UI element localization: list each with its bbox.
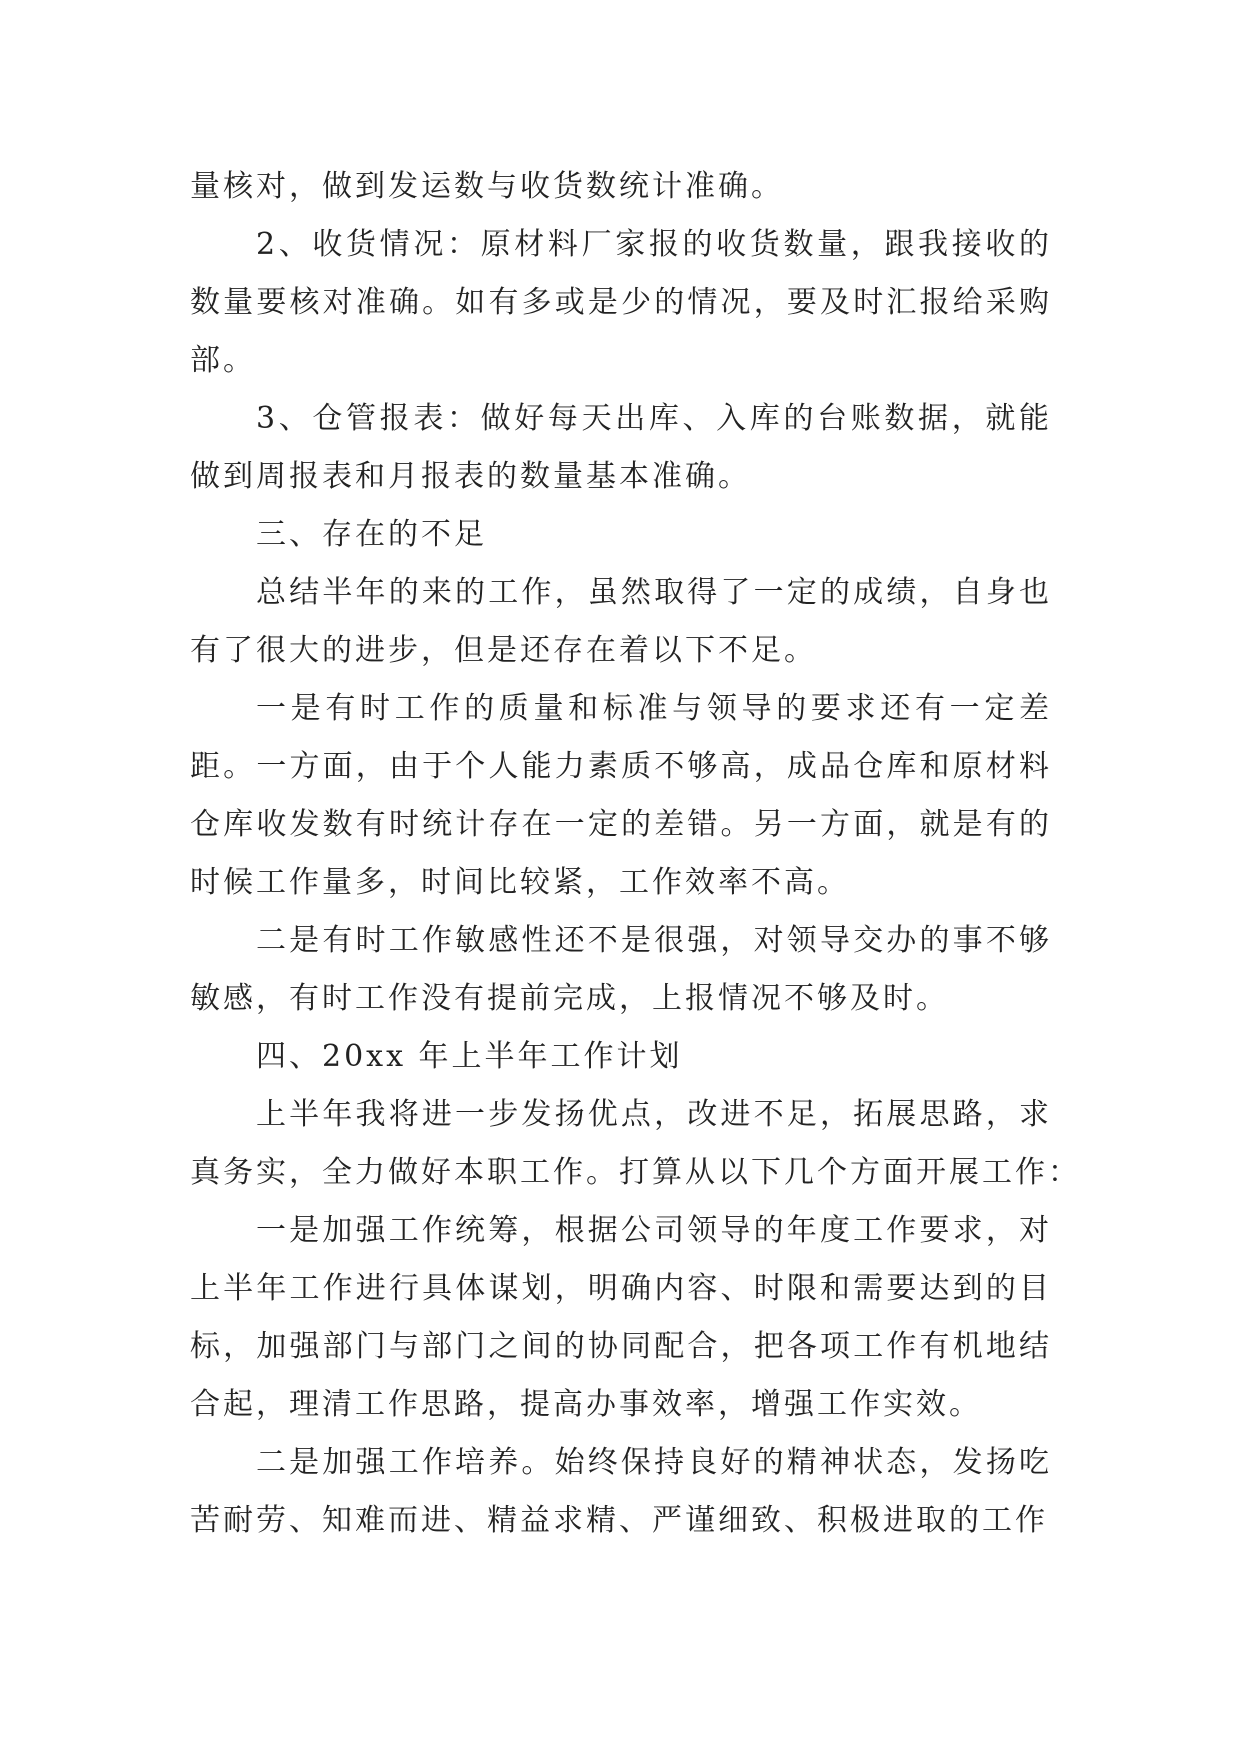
paragraph <box>190 680 1052 912</box>
paragraph <box>190 1434 1052 1550</box>
text-line: 二是加强工作培养。始终保持良好的精神状态，发扬吃 <box>256 1445 1052 1480</box>
paragraph <box>190 158 1052 216</box>
paragraph <box>190 1028 1052 1086</box>
text-line: 时候工作量多，时间比较紧，工作效率不高。 <box>190 865 850 900</box>
text-line: 3、仓管报表：做好每天出库、入库的台账数据，就能 <box>256 401 1052 436</box>
text-line: 上半年我将进一步发扬优点，改进不足，拓展思路，求 <box>256 1097 1052 1132</box>
text-line: 敏感，有时工作没有提前完成，上报情况不够及时。 <box>190 981 949 1016</box>
text-line: 合起，理清工作思路，提高办事效率，增强工作实效。 <box>190 1387 982 1422</box>
text-line: 上半年工作进行具体谋划，明确内容、时限和需要达到的目 <box>190 1271 1052 1306</box>
paragraph <box>190 506 1052 564</box>
text-line: 总结半年的来的工作，虽然取得了一定的成绩，自身也 <box>256 575 1052 610</box>
paragraph <box>190 1086 1081 1202</box>
text-line: 一是有时工作的质量和标准与领导的要求还有一定差 <box>256 691 1052 726</box>
text-line: 2、收货情况：原材料厂家报的收货数量，跟我接收的 <box>256 227 1052 262</box>
text-line: 有了很大的进步，但是还存在着以下不足。 <box>190 633 817 668</box>
text-line: 距。一方面，由于个人能力素质不够高，成品仓库和原材料 <box>190 749 1052 784</box>
paragraph <box>190 1202 1052 1434</box>
text-line: 三、存在的不足 <box>256 517 487 552</box>
text-line: 苦耐劳、知难而进、精益求精、严谨细致、积极进取的工作 <box>190 1503 1048 1538</box>
text-line: 量核对，做到发运数与收货数统计准确。 <box>190 169 784 204</box>
text-line: 真务实，全力做好本职工作。打算从以下几个方面开展工作： <box>190 1155 1081 1190</box>
text-line: 四、20xx 年上半年工作计划 <box>256 1039 683 1074</box>
text-line: 标，加强部门与部门之间的协同配合，把各项工作有机地结 <box>190 1329 1052 1364</box>
text-line: 仓库收发数有时统计存在一定的差错。另一方面，就是有的 <box>190 807 1052 842</box>
paragraph <box>190 912 1052 1028</box>
paragraph <box>190 390 1052 506</box>
text-line: 一是加强工作统筹，根据公司领导的年度工作要求，对 <box>256 1213 1052 1248</box>
paragraph <box>190 564 1052 680</box>
text-line: 数量要核对准确。如有多或是少的情况，要及时汇报给采购 <box>190 285 1052 320</box>
text-line: 部。 <box>190 343 256 378</box>
text-line: 做到周报表和月报表的数量基本准确。 <box>190 459 751 494</box>
paragraph <box>190 216 1052 390</box>
text-line: 二是有时工作敏感性还不是很强，对领导交办的事不够 <box>256 923 1052 958</box>
document-body <box>190 158 1081 1550</box>
